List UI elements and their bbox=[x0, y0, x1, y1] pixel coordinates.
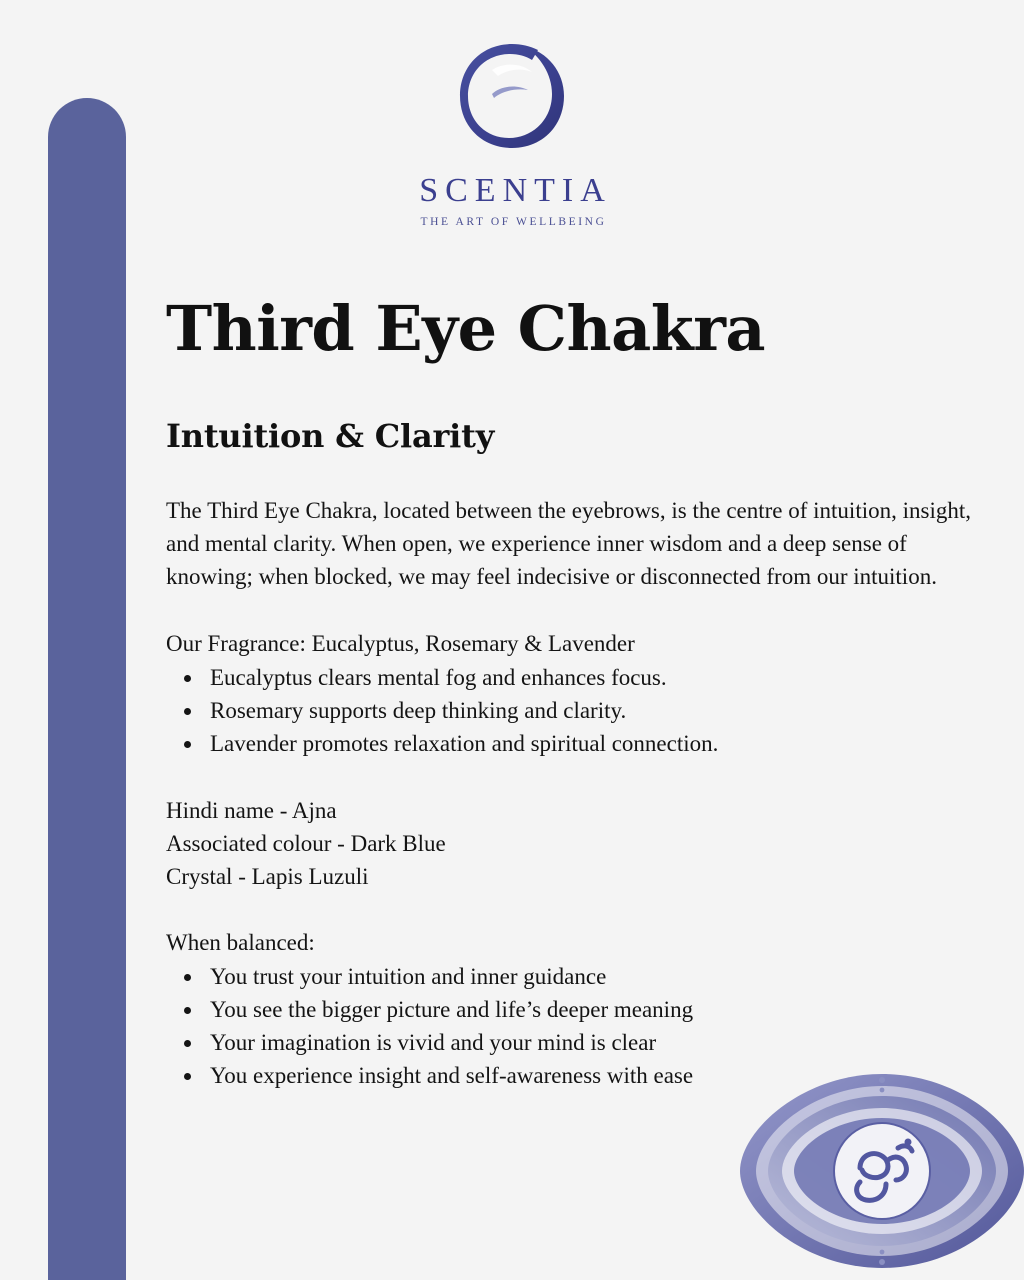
fragrance-section bbox=[166, 628, 982, 760]
fact-associated-colour: Associated colour - Dark Blue bbox=[166, 831, 446, 857]
facts-section bbox=[166, 794, 982, 893]
intro-paragraph: The Third Eye Chakra, located between the eyebrows, is the centre of intuition, insight, and mental clarity. When open, we experience inner wisdom and a deep sense of knowing; when blocked, we may feel indecisive or disconnected from our intuition. bbox=[166, 498, 971, 589]
circle-brushstroke-icon bbox=[452, 36, 572, 156]
page-subtitle: Intuition & Clarity bbox=[166, 417, 495, 456]
third-eye-chakra-symbol-icon bbox=[732, 1056, 1024, 1280]
list-item: • You see the bigger picture and life’s deeper meaning bbox=[204, 993, 982, 1026]
fact-hindi-name: Hindi name - Ajna bbox=[166, 797, 337, 823]
poster-content bbox=[166, 292, 982, 1093]
brand-logo-block bbox=[0, 36, 1024, 228]
fact-crystal: Crystal - Lapis Luzuli bbox=[166, 864, 369, 890]
balanced-heading: When balanced: bbox=[166, 930, 315, 956]
fragrance-heading: Our Fragrance: Eucalyptus, Rosemary & Lavender bbox=[166, 630, 635, 656]
list-item: • You experience insight and self-awareness with ease bbox=[204, 1059, 982, 1092]
list-item: • You trust your intuition and inner guidance bbox=[204, 960, 982, 993]
brand-tagline: THE ART OF WELLBEING bbox=[420, 216, 607, 228]
brand-name: SCENTIA bbox=[419, 172, 612, 209]
left-accent-bar bbox=[48, 98, 126, 1280]
page-title: Third Eye Chakra bbox=[166, 292, 766, 365]
list-item: • Lavender promotes relaxation and spiritual connection. bbox=[204, 727, 982, 760]
list-item: • Eucalyptus clears mental fog and enhances focus. bbox=[204, 661, 982, 694]
list-item: • Rosemary supports deep thinking and clarity. bbox=[204, 694, 982, 727]
fragrance-list bbox=[166, 661, 982, 760]
list-item: • Your imagination is vivid and your mind is clear bbox=[204, 1026, 982, 1059]
